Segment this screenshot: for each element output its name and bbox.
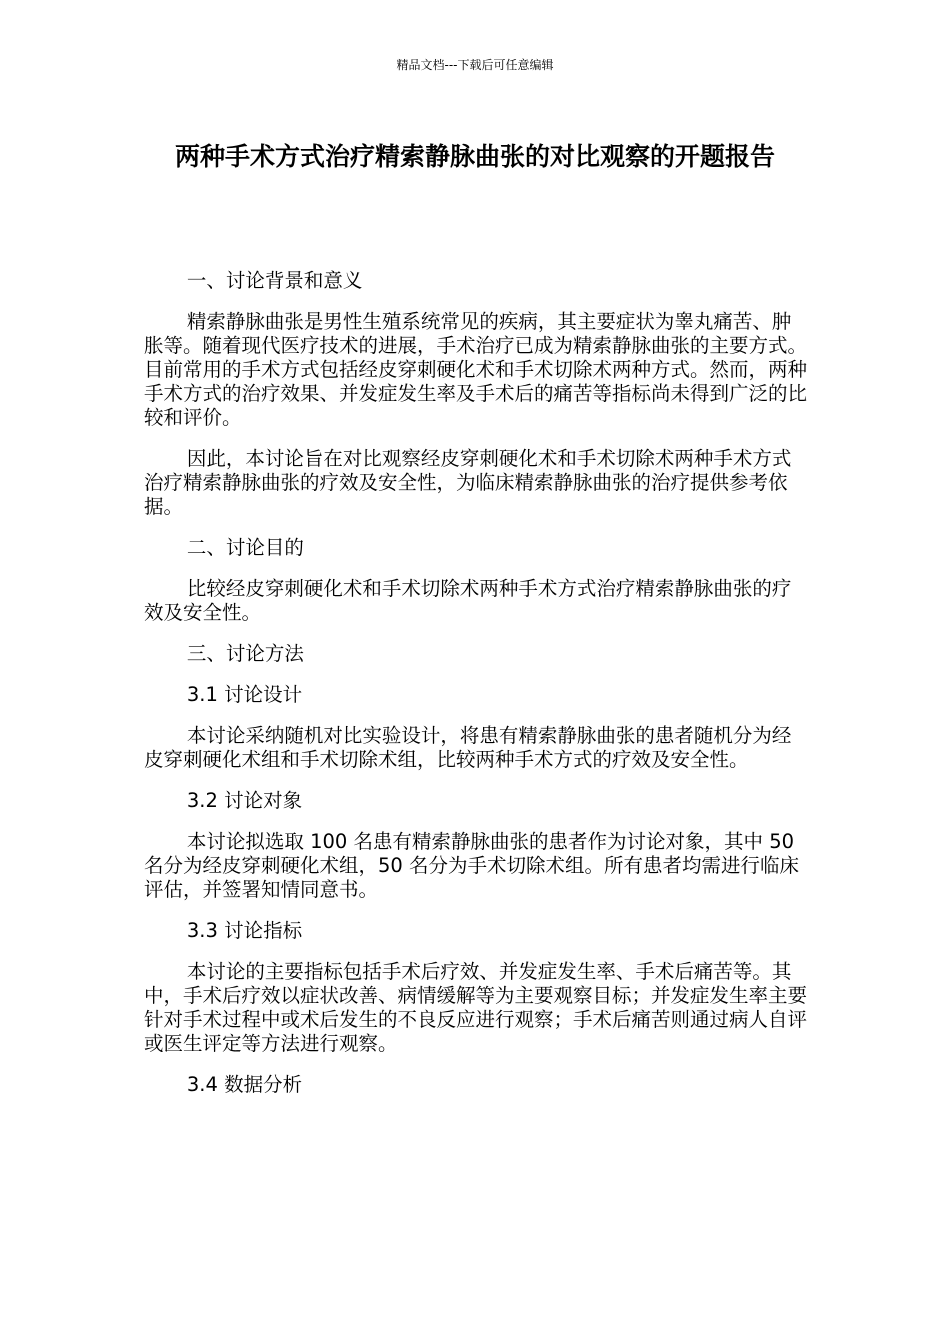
subsection-heading-analysis: 3.4 数据分析	[186, 1073, 303, 1096]
section-heading-background: 一、讨论背景和意义	[186, 269, 363, 292]
subsection-heading-subjects: 3.2 讨论对象	[186, 789, 303, 812]
paragraph-objective: 比较经皮穿刺硬化术和手术切除术两种手术方式治疗精索静脉曲张的疗效及安全性。	[144, 577, 792, 624]
document-title: 两种手术方式治疗精索静脉曲张的对比观察的开题报告	[174, 142, 775, 171]
paragraph-indicators: 本讨论的主要指标包括手术后疗效、并发症发生率、手术后痛苦等。其中，手术后疗效以症状改善、病情缓解等为主要观察目标；并发症发生率主要针对手术过程中或术后发生的不良反应进行观察；手术后痛苦则通过病人自评或医生评定等方法进行观察。	[144, 960, 808, 1055]
page-header-note: 精品文档---下载后可任意编辑	[396, 58, 554, 72]
section-heading-objective: 二、讨论目的	[186, 536, 304, 559]
paragraph-subjects: 本讨论拟选取 100 名患有精索静脉曲张的患者作为讨论对象，其中 50 名分为经皮穿刺硬化术组，50 名分为手术切除术组。所有患者均需进行临床评估，并签署知情同意书。	[144, 830, 800, 901]
subsection-heading-indicators: 3.3 讨论指标	[186, 919, 303, 942]
subsection-heading-design: 3.1 讨论设计	[186, 683, 303, 706]
paragraph-background: 精索静脉曲张是男性生殖系统常见的疾病，其主要症状为睾丸痛苦、肿胀等。随着现代医疗技术的进展，手术治疗已成为精索静脉曲张的主要方式。目前常用的手术方式包括经皮穿刺硬化术和手术切除术两种方式。然而，两种手术方式的治疗效果、并发症发生率及手术后的痛苦等指标尚未得到广泛的比较和评价。	[144, 310, 808, 429]
section-heading-methods: 三、讨论方法	[186, 642, 304, 665]
paragraph-purpose-statement: 因此，本讨论旨在对比观察经皮穿刺硬化术和手术切除术两种手术方式治疗精索静脉曲张的疗效及安全性，为临床精索静脉曲张的治疗提供参考依据。	[144, 447, 792, 518]
document-body	[144, 269, 810, 1114]
paragraph-design: 本讨论采纳随机对比实验设计，将患有精索静脉曲张的患者随机分为经皮穿刺硬化术组和手术切除术组，比较两种手术方式的疗效及安全性。	[144, 724, 792, 771]
